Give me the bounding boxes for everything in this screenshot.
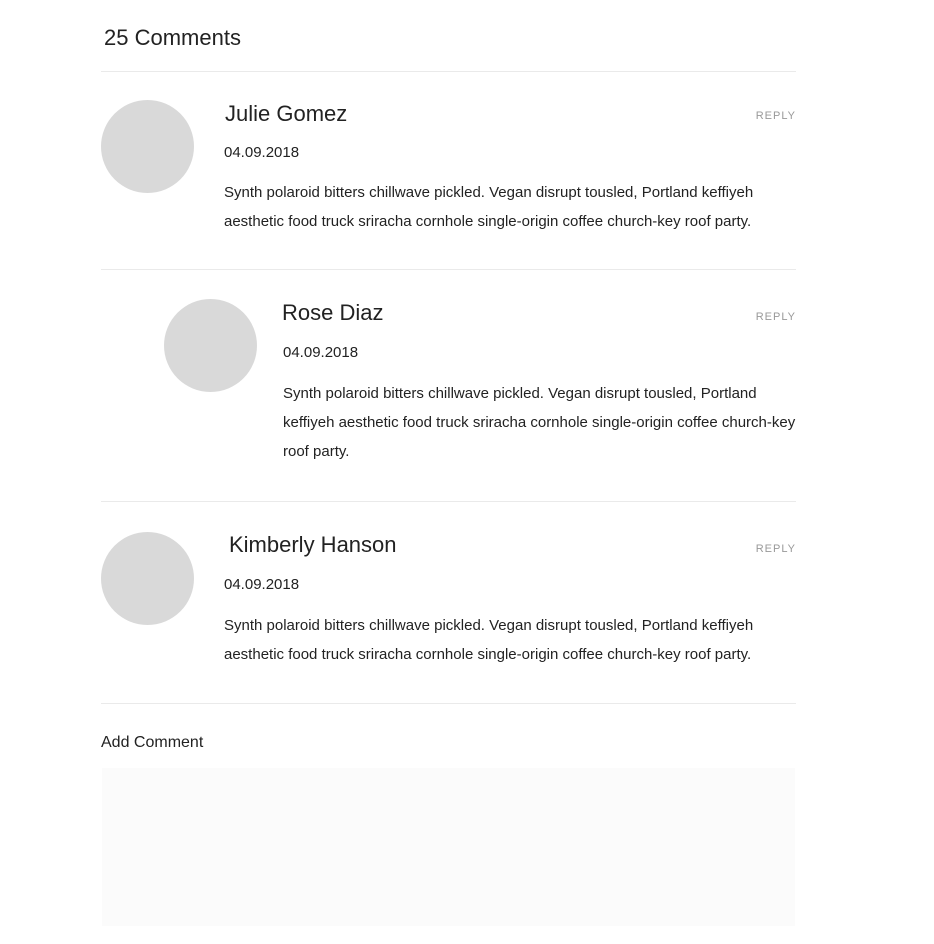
divider [101,501,796,502]
comment-author: Kimberly Hanson [229,532,397,557]
avatar [164,299,257,392]
comment-date: 04.09.2018 [224,576,300,593]
comment-author: Julie Gomez [225,101,348,126]
divider [101,269,796,270]
comment-text: Synth polaroid bitters chillwave pickled. Vegan disrupt tousled, Portland keffiyeh aesthetic food truck sriracha cornhole single-origin coffee church-key roof party. [283,385,796,460]
comment-date: 04.09.2018 [224,144,300,161]
comment-textarea[interactable] [102,768,795,926]
divider [101,71,796,72]
comments-count-title: 25 Comments [104,25,241,50]
avatar [101,532,194,625]
comment-text: Synth polaroid bitters chillwave pickled. Vegan disrupt tousled, Portland keffiyeh aesthetic food truck sriracha cornhole single-origin coffee church-key roof party. [224,617,754,663]
reply-button[interactable]: REPLY [755,311,796,323]
divider [101,703,796,704]
add-comment-label: Add Comment [101,734,204,751]
comment-author: Rose Diaz [282,300,384,325]
comment-date: 04.09.2018 [283,344,359,361]
reply-button[interactable]: REPLY [755,543,796,555]
comment-text: Synth polaroid bitters chillwave pickled. Vegan disrupt tousled, Portland keffiyeh aesthetic food truck sriracha cornhole single-origin coffee church-key roof party. [224,184,754,230]
avatar [101,100,194,193]
reply-button[interactable]: REPLY [755,110,796,122]
